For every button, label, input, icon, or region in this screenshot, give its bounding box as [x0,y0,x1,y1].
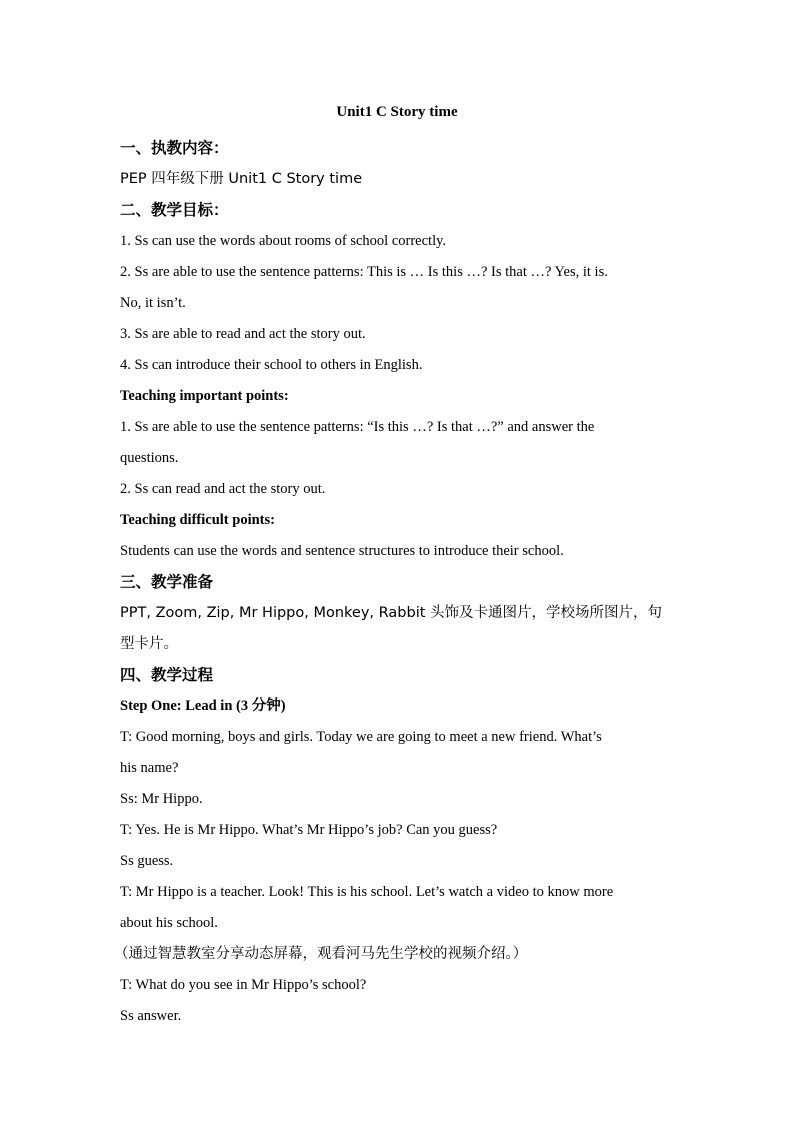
dialogue-line: about his school. [120,915,218,931]
dialogue-line: Ss: Mr Hippo. [120,791,203,807]
objective-item: 2. Ss are able to use the sentence patterns: This is … Is this …? Is that …? Yes, it is. [120,264,608,280]
preparation-line: 型卡片。 [120,636,178,652]
dialogue-line: Ss guess. [120,853,174,869]
section-heading-objectives: 二、教学目标： [120,201,229,219]
dialogue-line: T: Good morning, boys and girls. Today we are going to meet a new friend. What’s [120,729,602,745]
dialogue-line: T: What do you see in Mr Hippo’s school? [120,977,367,993]
dialogue-line: T: Yes. He is Mr Hippo. What’s Mr Hippo’s job? Can you guess? [120,822,498,838]
important-point-item: 1. Ss are able to use the sentence patterns: “Is this …? Is that …?” and answer the [120,419,595,435]
objective-item: No, it isn’t. [120,295,186,311]
section-heading-content: 一、执教内容： [120,139,229,157]
document-body [114,133,675,1032]
step-one-heading: Step One: Lead in (3 分钟) [120,698,286,714]
preparation-line: PPT, Zoom, Zip, Mr Hippo, Monkey, Rabbit 头饰及卡通图片，学校场所图片，句 [120,605,663,621]
difficult-point-item: Students can use the words and sentence structures to introduce their school. [120,543,564,559]
content-text: PEP 四年级下册 Unit1 C Story time [120,171,363,187]
objective-item: 4. Ss can introduce their school to others in English. [120,357,423,373]
objective-item: 3. Ss are able to read and act the story out. [120,326,366,342]
dialogue-line: his name? [120,760,179,776]
dialogue-line: Ss answer. [120,1008,182,1024]
important-points-heading: Teaching important points: [120,388,289,404]
section-heading-process: 四、教学过程 [120,666,214,684]
objective-item: 1. Ss can use the words about rooms of school correctly. [120,233,447,249]
important-point-item: questions. [120,450,179,466]
document-title: Unit1 C Story time [336,104,458,120]
classroom-note: （通过智慧教室分享动态屏幕，观看河马先生学校的视频介绍。） [114,946,528,962]
difficult-points-heading: Teaching difficult points: [120,512,275,528]
important-point-item: 2. Ss can read and act the story out. [120,481,326,497]
section-heading-preparation: 三、教学准备 [120,573,214,591]
dialogue-line: T: Mr Hippo is a teacher. Look! This is his school. Let’s watch a video to know more [120,884,614,900]
